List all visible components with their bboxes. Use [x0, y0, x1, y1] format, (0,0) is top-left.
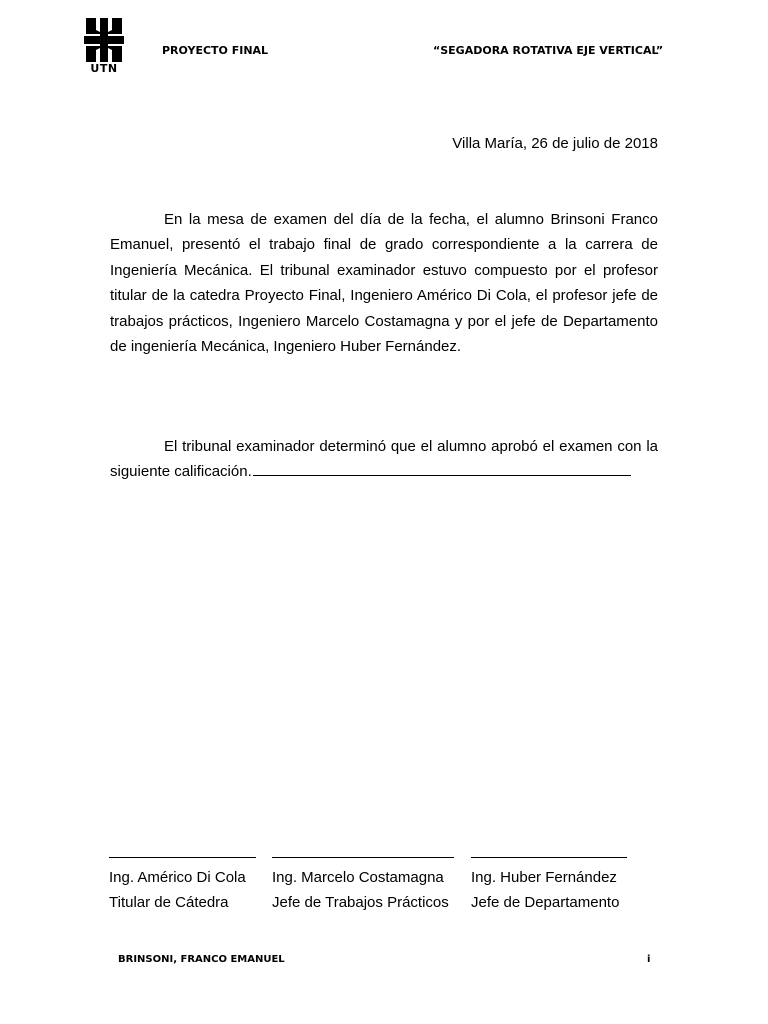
signature-block	[471, 845, 627, 915]
page-number: i	[647, 954, 651, 965]
signature-line	[109, 845, 256, 858]
header-project-label: PROYECTO FINAL	[162, 44, 269, 57]
grade-sentence: El tribunal examinador determinó que el alumno aprobó el examen con la siguiente calificación.	[110, 438, 658, 481]
signature-line	[471, 845, 627, 858]
utn-logo	[84, 18, 124, 78]
signature-line	[272, 845, 454, 858]
header-project-title: “SEGADORA ROTATIVA EJE VERTICAL”	[433, 44, 664, 57]
exam-paragraph: En la mesa de examen del día de la fecha, el alumno Brinsoni Franco Emanuel, presentó el trabajo final de grado correspondiente a la carrera de Ingeniería Mecánica. El tribunal examinador estuvo compuesto por el profesor titular de la catedra Proyecto Final, Ingeniero Américo Di Cola, el profesor jefe de trabajos prácticos, Ingeniero Marcelo Costamagna y por el jefe de Departamento de ingeniería Mecánica, Ingeniero Huber Fernández.	[110, 211, 658, 356]
signer-name: Ing. Américo Di Cola	[109, 869, 246, 886]
signature-block	[272, 845, 454, 915]
logo-text: UTN	[90, 62, 118, 75]
date-line: Villa María, 26 de julio de 2018	[452, 135, 658, 152]
utn-emblem-icon	[84, 18, 124, 62]
grade-blank-line	[253, 461, 631, 476]
signer-role: Jefe de Departamento	[471, 894, 620, 911]
signer-role: Jefe de Trabajos Prácticos	[272, 894, 449, 911]
signature-block	[109, 845, 256, 915]
grade-paragraph	[110, 434, 658, 485]
signer-name: Ing. Huber Fernández	[471, 869, 617, 886]
footer-author: BRINSONI, FRANCO EMANUEL	[118, 954, 285, 965]
signer-role: Titular de Cátedra	[109, 894, 229, 911]
signer-name: Ing. Marcelo Costamagna	[272, 869, 444, 886]
